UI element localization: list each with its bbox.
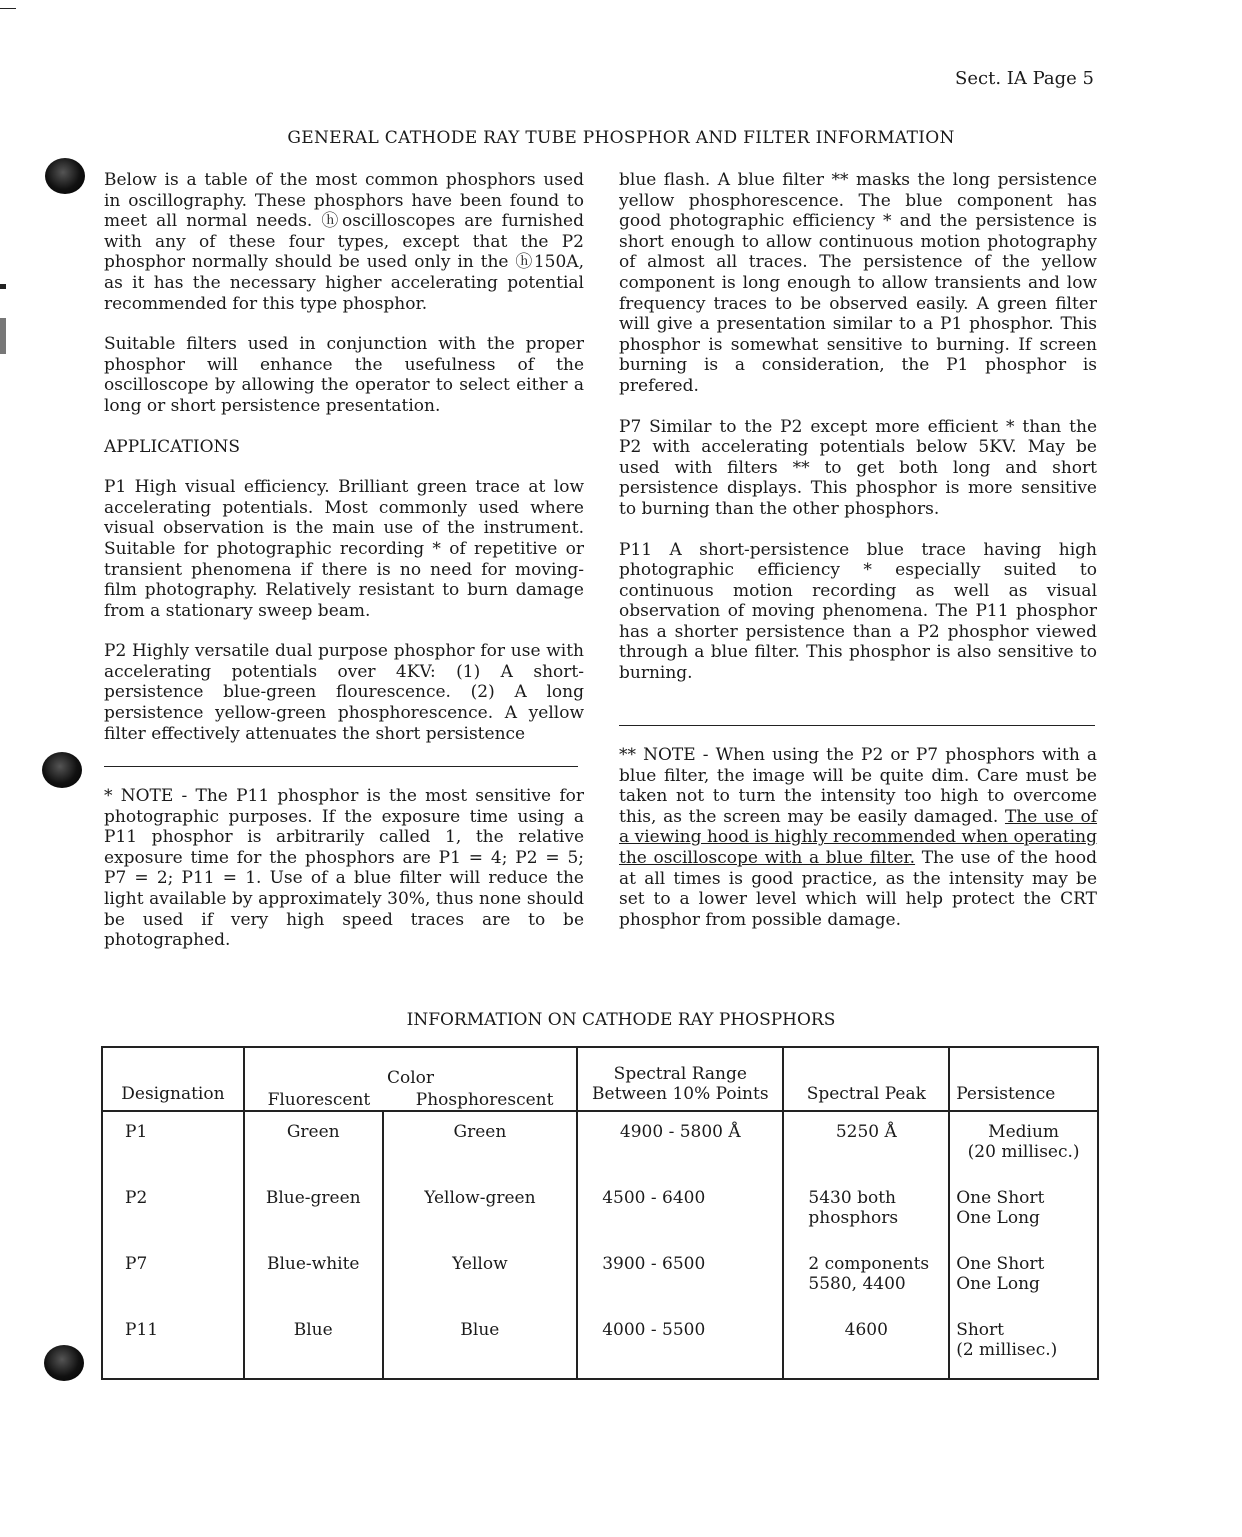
table-row [102,1111,1098,1180]
cell-spectral-peak [783,1180,949,1246]
header-fluorescent: Fluorescent [267,1090,371,1110]
cell-designation: P1 [102,1111,244,1180]
cell-peak-line1: 5250 Å [835,1122,897,1142]
cell-persist-line2: One Long [956,1208,1040,1228]
header-spectral-range [577,1047,783,1111]
table-row [102,1246,1098,1312]
p11-description: P11 A short-persistence blue trace having high photographic efficiency * especially suited to continuous motion recording as well as visual observation of moving phenomena. The P11 phosphor has a shorter persistence than a P2 phosphor viewed through a blue filter. This phosphor is also sensitive to burning. [619,539,1097,684]
binder-hole-bottom [44,1345,84,1381]
cell-spectral-peak [783,1312,949,1379]
note-text-start: ** NOTE - When using the P2 or P7 phosphors with a blue filter, the image will be quite dim. Care must be taken not to turn the intensity too high to overcome this, as the screen may be easily damaged. [619,745,1097,827]
scan-mark [0,8,16,9]
cell-fluorescent: Blue-white [244,1246,383,1312]
table-row [102,1180,1098,1246]
cell-persist-line1: Short [956,1320,1004,1340]
cell-spectral-range: 4000 - 5500 [577,1312,783,1379]
scan-mark [0,318,6,354]
cell-persist-line2: (20 millisec.) [967,1142,1080,1162]
header-spectral-range-line1: Spectral Range [613,1064,747,1084]
header-color: Color [386,1068,435,1088]
cell-phosphorescent: Green [383,1111,578,1180]
intro-paragraph: Below is a table of the most common phosphors used in oscillography. These phosphors have been found to meet all normal needs. ⓗoscilloscopes are furnished with any of these four types, except that the P2 phosphor normally should be used only in the ⓗ150A, as it has the necessary higher accelerating potential recommended for this type phosphor. [104,170,584,314]
cell-peak-line1: 2 components [808,1254,930,1274]
page-title: GENERAL CATHODE RAY TUBE PHOSPHOR AND FILTER INFORMATION [287,128,955,148]
cell-persist-line2: One Long [956,1274,1040,1294]
cell-fluorescent: Blue [244,1312,383,1379]
header-persistence: Persistence [949,1047,1098,1111]
cell-persist-line1: One Short [956,1188,1045,1208]
cell-spectral-range: 4900 - 5800 Å [577,1111,783,1180]
binder-hole-middle [42,752,82,788]
cell-persistence [949,1111,1098,1180]
cell-fluorescent: Blue-green [244,1180,383,1246]
cell-spectral-range: 4500 - 6400 [577,1180,783,1246]
p1-description: P1 High visual efficiency. Brilliant green trace at low accelerating potentials. Most commonly used where visual observation is the main use of the instrument. Suitable for photographic recording * of repetitive or transient phenomena if there is no need for moving-film photography. Relatively resistant to burn damage from a stationary sweep beam. [104,477,584,621]
cell-spectral-peak [783,1246,949,1312]
cell-phosphorescent: Yellow-green [383,1180,578,1246]
header-spectral-peak: Spectral Peak [783,1047,949,1111]
table-row [102,1312,1098,1379]
p7-description: P7 Similar to the P2 except more efficient * than the P2 with accelerating potentials below 5KV. May be used with filters ** to get both long and short persistence displays. This phosphor is more sensitive to burning than the other phosphors. [619,416,1097,519]
header-spectral-range-line2: Between 10% Points [592,1084,769,1104]
cell-persistence [949,1180,1098,1246]
footnote-divider-right [619,725,1095,726]
cell-spectral-range: 3900 - 6500 [577,1246,783,1312]
cell-spectral-peak [783,1111,949,1180]
cell-phosphorescent: Yellow [383,1246,578,1312]
p2-continued: blue flash. A blue filter ** masks the long persistence yellow phosphorescence. The blue component has good photographic efficiency * and the persistence is short enough to allow continuous motion photography of almost all traces. The persistence of the yellow component is long enough to allow transients and low frequency traces to be observed easily. A green filter will give a presentation similar to a P1 phosphor. This phosphor is somewhat sensitive to burning. If screen burning is a consideration, the P1 phosphor is prefered. [619,170,1097,396]
cell-fluorescent: Green [244,1111,383,1180]
header-phosphorescent: Phosphorescent [415,1090,554,1110]
phosphor-table [101,1046,1099,1380]
left-column [104,170,584,764]
header-color-group [244,1047,577,1111]
cell-peak-line1: 4600 [844,1320,888,1340]
applications-heading: APPLICATIONS [104,436,241,457]
footnote-single-star: * NOTE - The P11 phosphor is the most sensitive for photographic purposes. If the exposure time using a P11 phosphor is arbitrarily called 1, the relative exposure time for the phosphors are P1 = 4; P2 = 5; P7 = 2; P11 = 1. Use of a blue filter will reduce the light available by approximately 30%, thus none should be used if very high speed traces are to be photographed. [104,786,584,951]
footnote-divider-left [104,766,578,767]
cell-persist-line1: Medium [988,1122,1060,1142]
cell-designation: P2 [102,1180,244,1246]
cell-designation: P11 [102,1312,244,1379]
cell-peak-line2: 5580, 4400 [808,1274,906,1294]
cell-phosphorescent: Blue [383,1312,578,1379]
note-text-underlined: The use of a viewing hood is highly recommended when operating the oscilloscope with a blue filter. [619,806,1098,868]
cell-persistence [949,1312,1098,1379]
cell-persist-line2: (2 millisec.) [956,1340,1058,1360]
footnote-double-star [619,745,1097,930]
cell-peak-line1: 5430 both [808,1188,896,1208]
table-title: INFORMATION ON CATHODE RAY PHOSPHORS [406,1010,836,1030]
p2-description: P2 Highly versatile dual purpose phosphor for use with accelerating potentials over 4KV: (1) A short-persistence blue-green flourescence. (2) A long persistence yellow-green phosphorescence. A yellow filter effectively attenuates the short persistence [104,641,584,744]
cell-persistence [949,1246,1098,1312]
page-header: Sect. IA Page 5 [955,68,1094,89]
binder-hole-top [45,158,85,194]
right-column [619,170,1097,704]
cell-designation: P7 [102,1246,244,1312]
cell-persist-line1: One Short [956,1254,1045,1274]
note-text-end: The use of the hood at all times is good practice, as the intensity may be set to a lower level which will help protect the CRT phosphor from possible damage. [619,847,1097,930]
filters-paragraph: Suitable filters used in conjunction with the proper phosphor will enhance the usefulness of the oscilloscope by allowing the operator to select either a long or short persistence presentation. [104,334,584,416]
cell-peak-line2: phosphors [808,1208,899,1228]
scan-mark [0,284,6,289]
header-designation: Designation [102,1047,244,1111]
